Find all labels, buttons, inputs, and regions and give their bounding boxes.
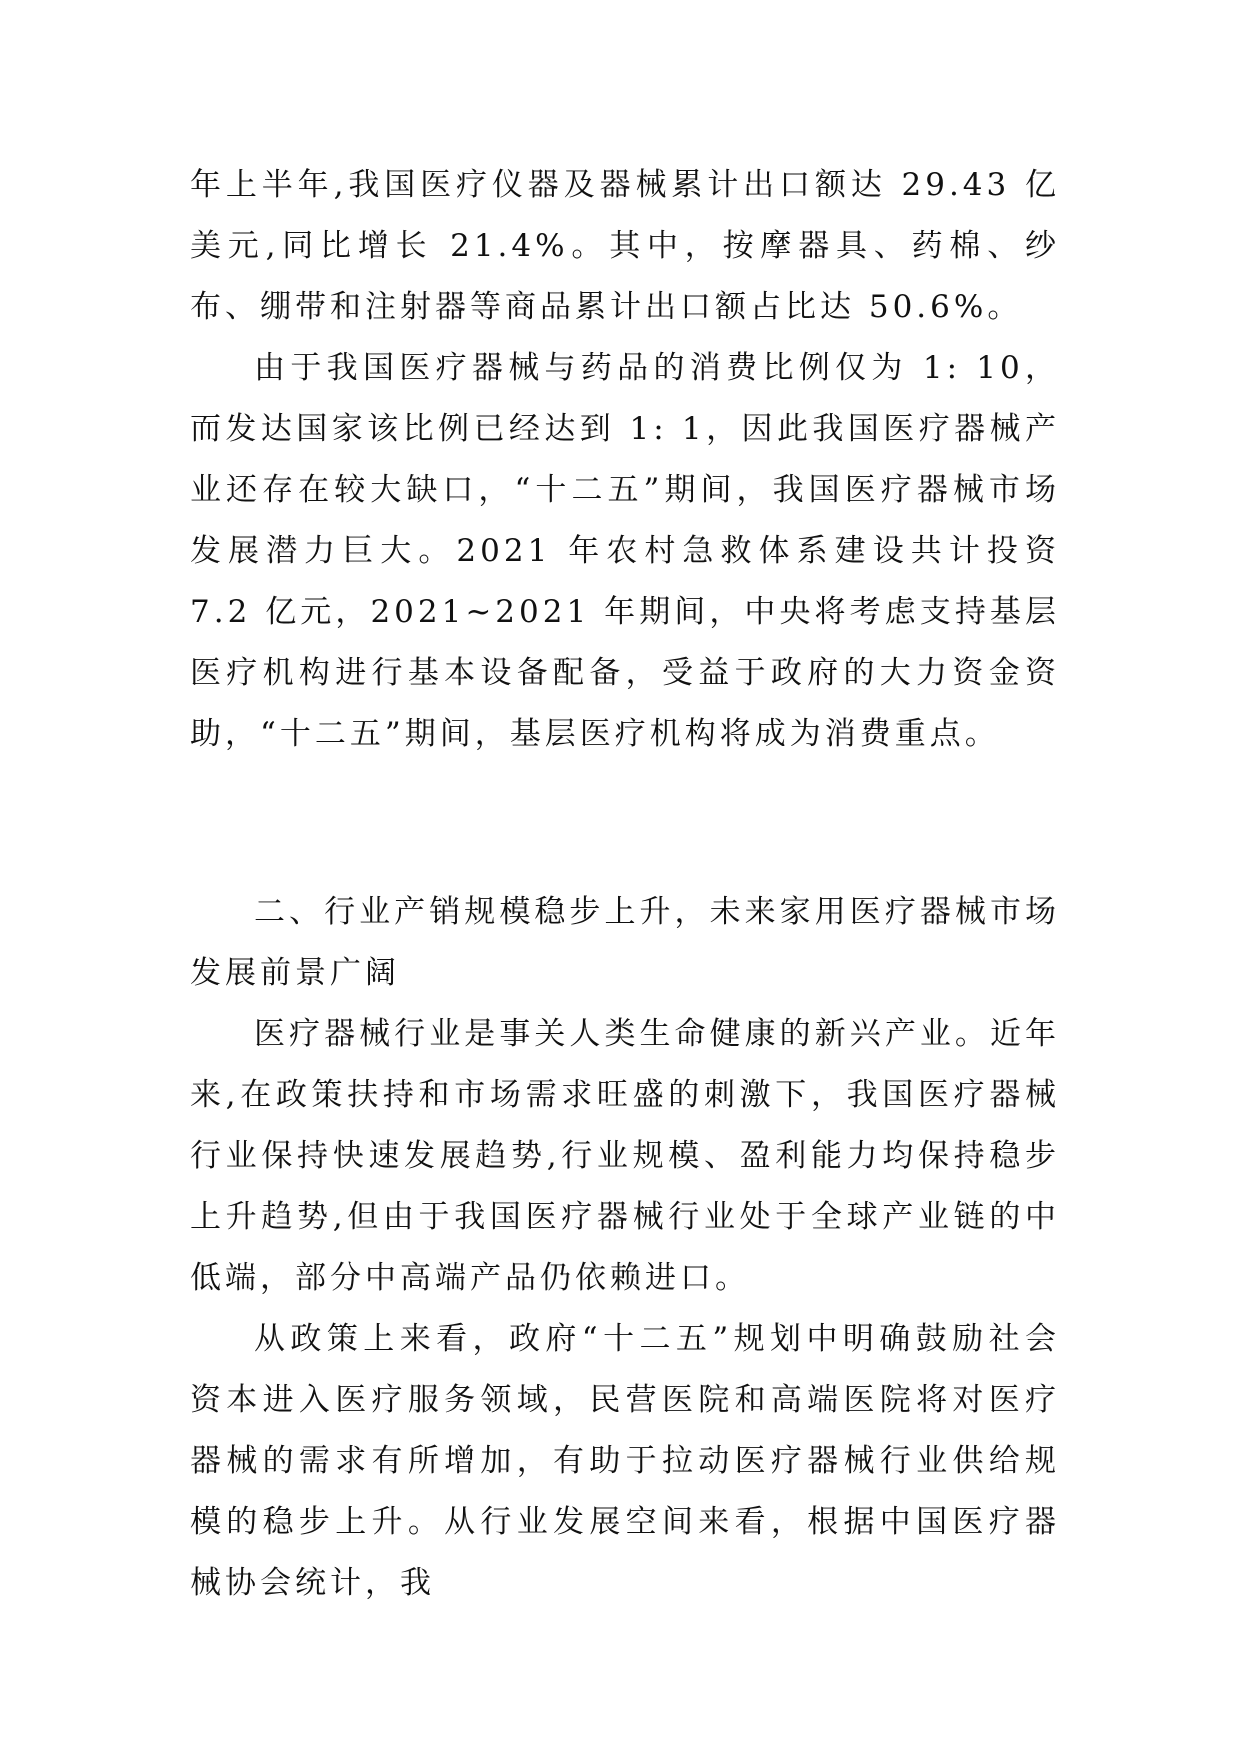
paragraph-consumption-ratio: 由于我国医疗器械与药品的消费比例仅为 1: 10，而发达国家该比例已经达到 1: 1，因此我国医疗器械产业还存在较大缺口，“十二五”期间，我国医疗器械市场发展潜力巨大。2021 年农村急救体系建设共计投资 7.2 亿元，2021~2021 年期间，中央将考虑支持基层医疗机构进行基本设备配备，受益于政府的大力资金资助，“十二五”期间，基层医疗机构将成为消费重点。: [190, 350, 1060, 752]
section-block: [190, 882, 1060, 1614]
paragraph-industry-overview: 医疗器械行业是事关人类生命健康的新兴产业。近年来,在政策扶持和市场需求旺盛的刺激下，我国医疗器械行业保持快速发展趋势,行业规模、盈利能力均保持稳步上升趋势,但由于我国医疗器械行业处于全球产业链的中低端，部分中高端产品仍依赖进口。: [190, 1016, 1060, 1296]
section-heading: 二、行业产销规模稳步上升，未来家用医疗器械市场发展前景广阔: [190, 894, 1060, 991]
paragraph-export-stats: 年上半年,我国医疗仪器及器械累计出口额达 29.43 亿美元,同比增长 21.4%。其中，按摩器具、药棉、纱布、绷带和注射器等商品累计出口额占比达 50.6%。: [190, 167, 1060, 325]
paragraph-policy: 从政策上来看，政府“十二五”规划中明确鼓励社会资本进入医疗服务领域，民营医院和高端医院将对医疗器械的需求有所增加，有助于拉动医疗器械行业供给规模的稳步上升。从行业发展空间来看，根据中国医疗器械协会统计，我: [190, 1321, 1060, 1601]
top-text-block: [190, 155, 1060, 765]
